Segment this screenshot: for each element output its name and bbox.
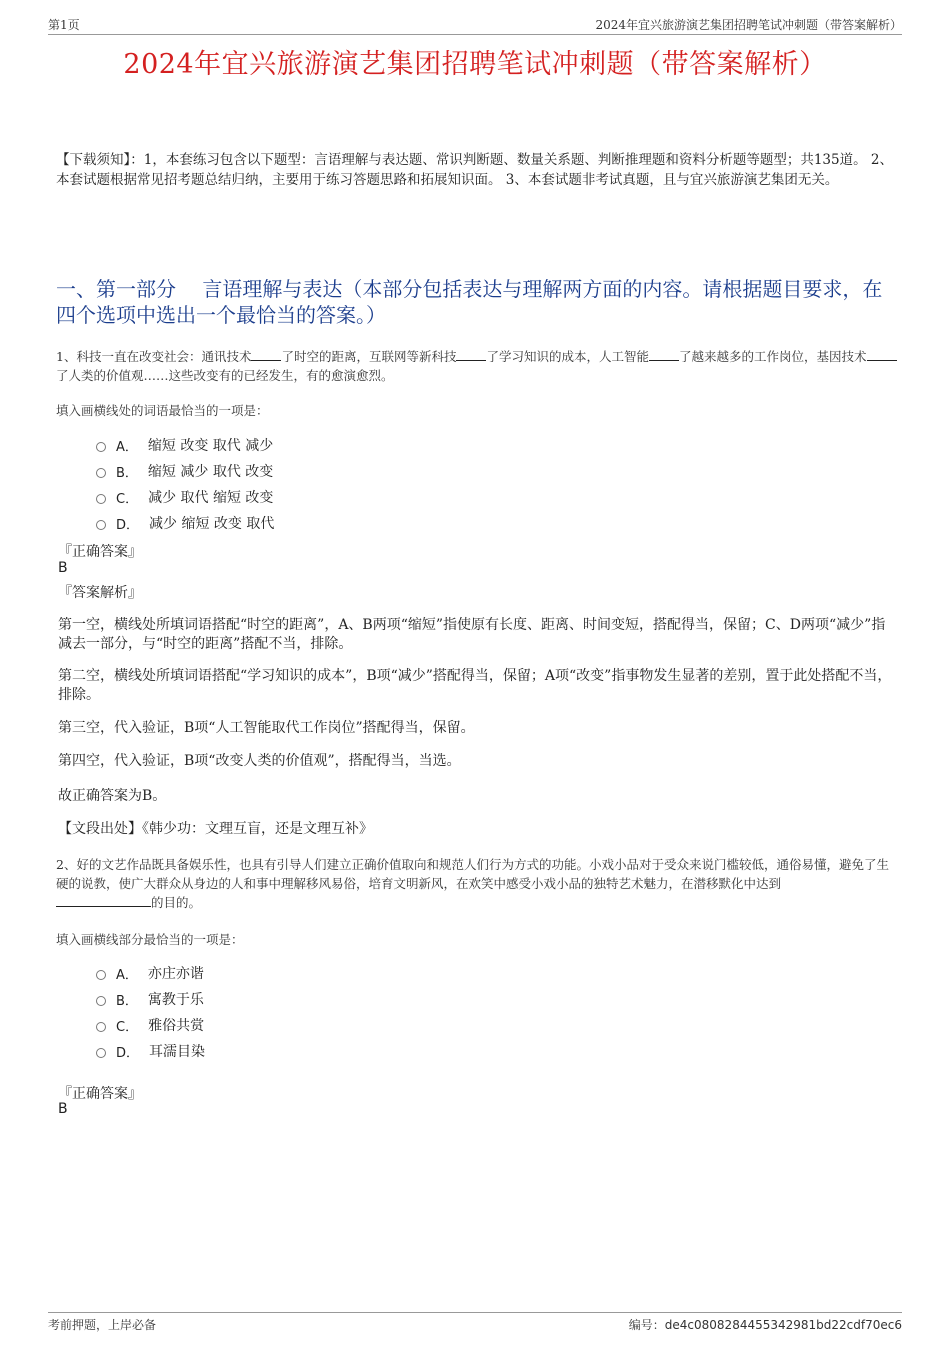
blank [56, 894, 151, 907]
section-title: 一、第一部分 言语理解与表达（本部分包括表达与理解两方面的内容。请根据题目要求，在四个选项中选出一个最恰当的答案。） [56, 277, 883, 327]
header-doc-title: 2024年宜兴旅游演艺集团招聘笔试冲刺题（带答案解析） [595, 18, 902, 32]
radio-icon[interactable] [96, 494, 106, 504]
question-2-options [96, 960, 205, 1064]
question-2-stem: 2、好的文艺作品既具备娱乐性，也具有引导人们建立正确价值取向和规范人们行为方式的功能。小戏小品对于受众来说门槛较低，通俗易懂，避免了生硬的说教，使广大群众从身边的人和事中理解移风易俗，培育文明新风，在欢笑中感受小戏小品的独特艺术魅力，在潜移默化中达到 的目的。 [56, 857, 889, 910]
question-1-prompt: 填入画横线处的词语最恰当的一项是： [56, 403, 269, 418]
answer-label: 『正确答案』 [58, 1086, 142, 1102]
page-title: 2024年宜兴旅游演艺集团招聘笔试冲刺题（带答案解析） [123, 49, 827, 80]
analysis-label: 『答案解析』 [58, 585, 142, 601]
source-citation: 【文段出处】《韩少功：文理互盲，还是文理互补》 [58, 821, 373, 837]
option-d[interactable]: D． 减少 缩短 改变 取代 [96, 510, 274, 536]
option-d[interactable]: D． 耳濡目染 [96, 1038, 205, 1064]
option-a[interactable]: A． 亦庄亦谐 [96, 960, 205, 986]
page-footer [48, 1312, 902, 1333]
answer-label: 『正确答案』 [58, 544, 142, 560]
footer-slogan: 考前押题，上岸必备 [48, 1318, 157, 1332]
analysis-paragraph: 第二空，横线处所填词语搭配“学习知识的成本”，B项“减少”搭配得当，保留；A项“改变”指事物发生显著的差别，置于此处搭配不当，排除。 [58, 668, 892, 703]
page-number: 第1页 [48, 18, 80, 32]
question-2-prompt: 填入画横线部分最恰当的一项是： [56, 932, 244, 947]
option-c[interactable]: C． 减少 取代 缩短 改变 [96, 484, 274, 510]
radio-icon[interactable] [96, 520, 106, 530]
radio-icon[interactable] [96, 970, 106, 980]
option-b[interactable]: B． 缩短 减少 取代 改变 [96, 458, 274, 484]
analysis-paragraph: 第四空，代入验证，B项“改变人类的价值观”，搭配得当，当选。 [58, 753, 461, 769]
option-c[interactable]: C． 雅俗共赏 [96, 1012, 205, 1038]
download-notice: 【下载须知】：1，本套练习包含以下题型：言语理解与表达题、常识判断题、数量关系题、判断推理题和资料分析题等题型；共135道。 2、本套试题根据常见招考题总结归纳，主要用于练习答题思路和拓展知识面。 3、本套试题非考试真题，且与宜兴旅游演艺集团无关。 [56, 152, 893, 188]
question-1-stem: 1、科技一直在改变社会：通讯技术 了时空的距离，互联网等新科技 了学习知识的成本，人工智能 了越来越多的工作岗位，基因技术了人类的价值观……这些改变有的已经发生，有的愈演愈烈。 [56, 347, 901, 385]
radio-icon[interactable] [96, 442, 106, 452]
blank [251, 348, 281, 361]
blank [649, 348, 679, 361]
radio-icon[interactable] [96, 468, 106, 478]
answer-value: B [58, 560, 68, 576]
radio-icon[interactable] [96, 1022, 106, 1032]
radio-icon[interactable] [96, 996, 106, 1006]
radio-icon[interactable] [96, 1048, 106, 1058]
question-1-options [96, 432, 274, 536]
analysis-paragraph: 第一空，横线处所填词语搭配“时空的距离”，A、B两项“缩短”指使原有长度、距离、时间变短，搭配得当，保留；C、D两项“减少”指减去一部分，与“时空的距离”搭配不当，排除。 [58, 617, 886, 652]
blank [867, 348, 897, 361]
analysis-paragraph: 第三空，代入验证，B项“人工智能取代工作岗位”搭配得当，保留。 [58, 720, 475, 736]
analysis-conclusion: 故正确答案为B。 [58, 788, 167, 804]
blank [456, 348, 486, 361]
footer-code: 编号：de4c0808284455342981bd22cdf70ec6 [628, 1318, 902, 1332]
page-header [48, 14, 902, 35]
option-a[interactable]: A． 缩短 改变 取代 减少 [96, 432, 274, 458]
answer-value: B [58, 1101, 68, 1117]
option-b[interactable]: B． 寓教于乐 [96, 986, 205, 1012]
